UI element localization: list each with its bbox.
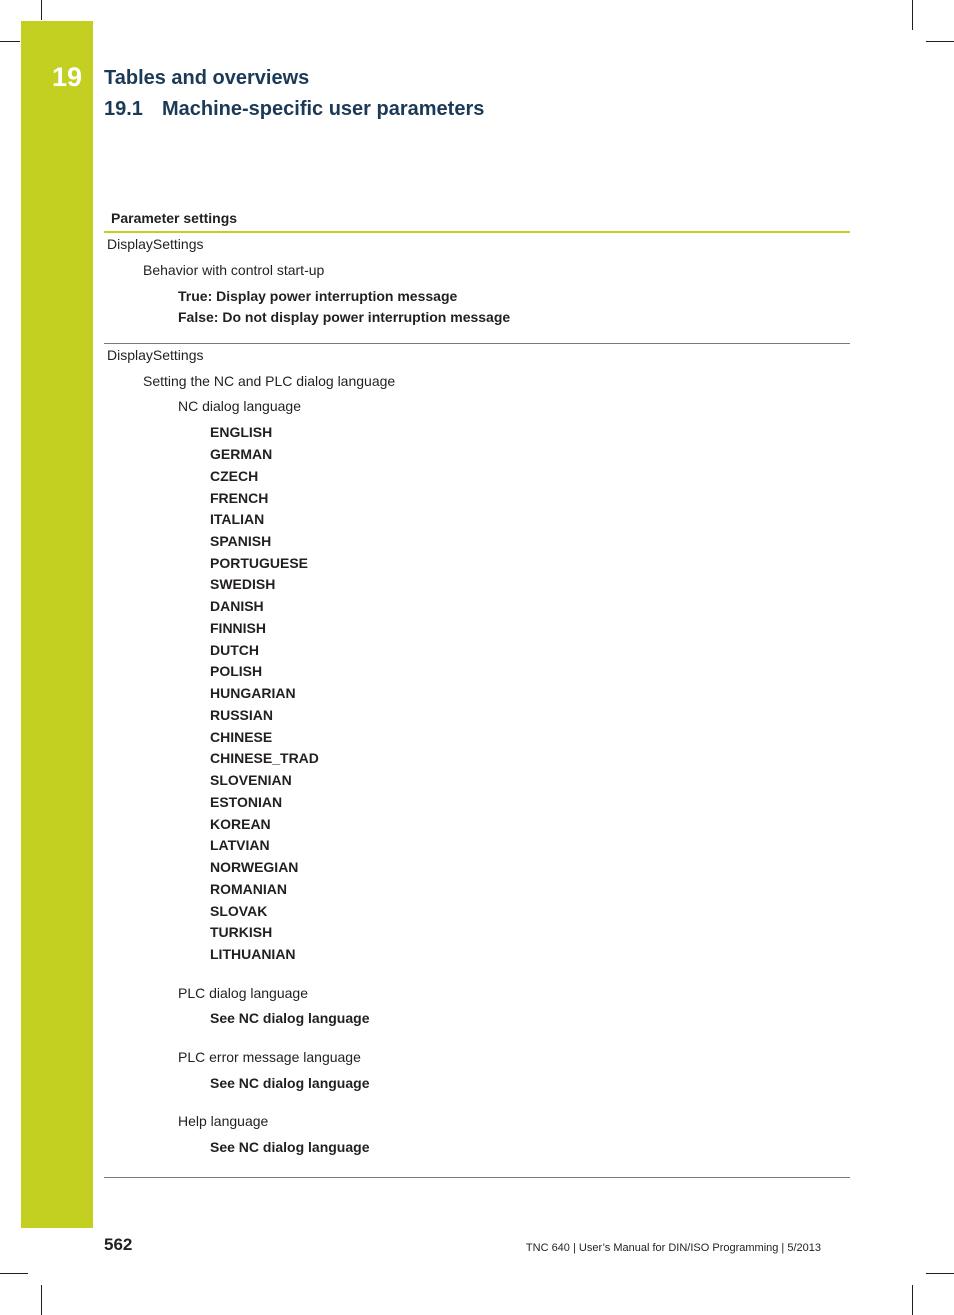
language-option: CHINESE_TRAD	[210, 750, 319, 766]
option-value: False: Do not display power interruption message	[178, 309, 511, 325]
language-option: ROMANIAN	[210, 881, 287, 897]
language-option: POLISH	[210, 663, 263, 679]
language-option: ENGLISH	[210, 424, 273, 440]
crop-mark	[41, 0, 42, 20]
parameter-group: DisplaySettings	[107, 347, 204, 363]
sub-parameter-nc-dialog: NC dialog language	[178, 398, 301, 414]
crop-mark	[926, 1273, 954, 1274]
sub-parameter-help-language: Help language	[178, 1113, 269, 1129]
sub-parameter-plc-dialog: PLC dialog language	[178, 985, 308, 1001]
language-option: TURKISH	[210, 924, 273, 940]
language-option: NORWEGIAN	[210, 859, 299, 875]
footer-text: TNC 640 | User’s Manual for DIN/ISO Programming | 5/2013	[525, 1242, 821, 1254]
crop-mark	[41, 1285, 42, 1315]
language-option: KOREAN	[210, 816, 271, 832]
language-option: SLOVENIAN	[210, 772, 292, 788]
language-option: GERMAN	[210, 446, 273, 462]
language-option: SWEDISH	[210, 576, 276, 592]
chapter-sidebar	[21, 21, 93, 1228]
language-option: PORTUGUESE	[210, 555, 309, 571]
section-heading	[104, 98, 484, 121]
crop-mark	[0, 1273, 28, 1274]
row-divider	[104, 343, 850, 344]
option-value: True: Display power interruption message	[178, 288, 458, 304]
language-option: FRENCH	[210, 490, 269, 506]
parameter-group: DisplaySettings	[107, 236, 204, 252]
language-option: ESTONIAN	[210, 794, 283, 810]
parameter-name: Behavior with control start-up	[143, 262, 325, 278]
section-title: Machine-specific user parameters	[162, 98, 485, 120]
table-heading-rule	[104, 231, 850, 233]
language-option: HUNGARIAN	[210, 685, 296, 701]
option-value: See NC dialog language	[210, 1139, 370, 1155]
language-option: SLOVAK	[210, 903, 268, 919]
language-option: RUSSIAN	[210, 707, 274, 723]
row-divider	[104, 1177, 850, 1178]
crop-mark	[912, 0, 913, 30]
page-number: 562	[104, 1235, 133, 1254]
language-option: CHINESE	[210, 729, 273, 745]
table-heading: Parameter settings	[111, 210, 238, 226]
option-value: See NC dialog language	[210, 1010, 370, 1026]
sub-parameter-plc-error: PLC error message language	[178, 1049, 361, 1065]
parameter-name: Setting the NC and PLC dialog language	[143, 373, 396, 389]
crop-mark	[0, 41, 20, 42]
crop-mark	[926, 41, 954, 42]
language-option: ITALIAN	[210, 511, 265, 527]
language-option: FINNISH	[210, 620, 266, 636]
language-option: SPANISH	[210, 533, 272, 549]
language-option: LATVIAN	[210, 837, 270, 853]
language-option: DUTCH	[210, 642, 259, 658]
chapter-title: Tables and overviews	[104, 67, 310, 89]
crop-mark	[912, 1285, 913, 1315]
language-option: LITHUANIAN	[210, 946, 296, 962]
chapter-number: 19	[52, 62, 83, 92]
section-number: 19.1	[104, 98, 143, 120]
language-option: DANISH	[210, 598, 264, 614]
option-value: See NC dialog language	[210, 1075, 370, 1091]
language-option: CZECH	[210, 468, 259, 484]
